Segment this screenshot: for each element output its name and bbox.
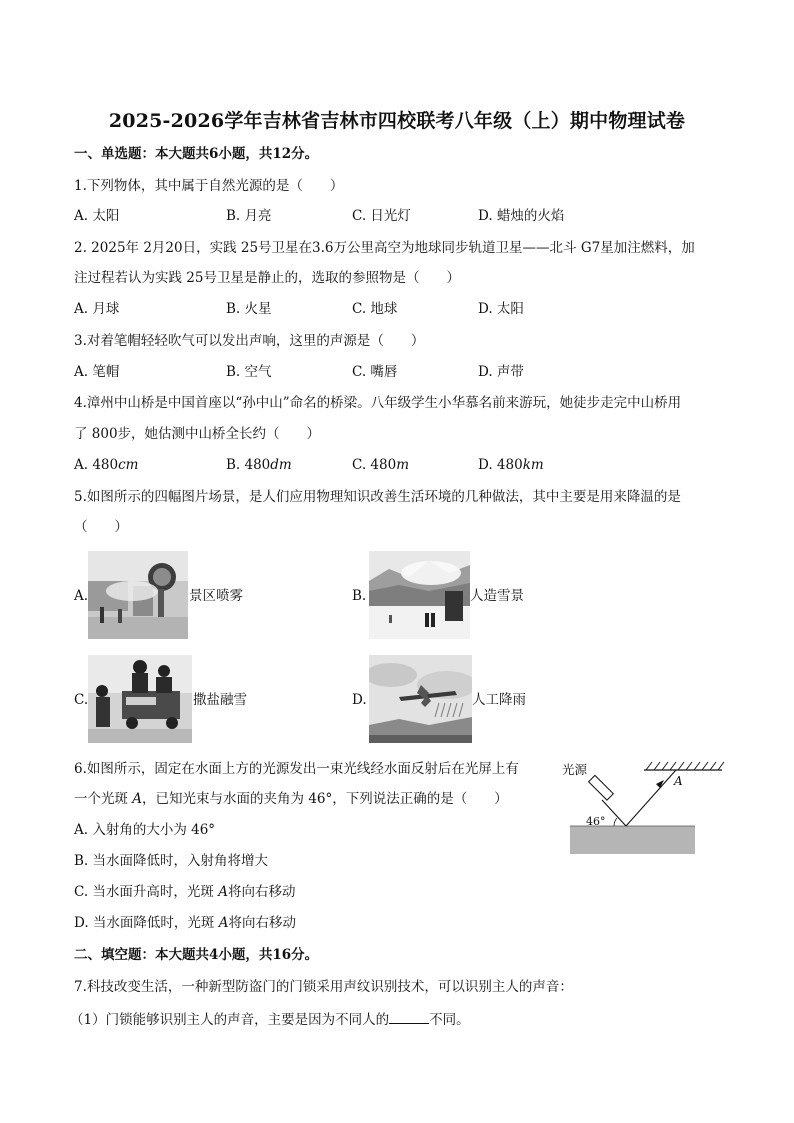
question-2-stem-line2: 注过程若认为实践 25号卫星是静止的，选取的参照物是（ ） — [74, 270, 460, 286]
salt-spreading-photo — [88, 655, 192, 743]
fig-light-source-label: 光源 — [562, 762, 588, 777]
q2-option-b: B. 火星 — [226, 301, 272, 317]
answer-blank[interactable] — [389, 1009, 429, 1024]
question-5-stem-line2: （ ） — [74, 519, 128, 535]
cloud-seeding-photo — [369, 655, 472, 743]
q1-option-c: C. 日光灯 — [352, 208, 411, 224]
q7-sub-question-1: （1）门锁能够识别主人的声音，主要是因为不同人的 不同。 — [70, 1009, 470, 1030]
page-title: 2025-2026学年吉林省吉林市四校联考八年级（上）期中物理试卷 — [108, 110, 686, 132]
fig-angle-label: 46° — [586, 815, 606, 828]
q2-option-a: A. 月球 — [74, 301, 120, 317]
q5-option-a-caption: 景区喷雾 — [189, 588, 243, 604]
q6-option-b: B. 当水面降低时，入射角将增大 — [74, 853, 269, 869]
q5-option-c-caption: 撒盐融雪 — [193, 692, 247, 708]
question-5-stem-line1: 5.如图所示的四幅图片场景，是人们应用物理知识改善生活环境的几种做法，其中主要是用来降温的是 — [74, 489, 681, 505]
q1-option-d: D. 蜡烛的火焰 — [478, 208, 565, 224]
question-4-stem-line2: 了 800步，她估测中山桥全长约（ ） — [74, 426, 321, 442]
question-3-stem: 3.对着笔帽轻轻吹气可以发出声响，这里的声源是（ ） — [74, 333, 425, 349]
q4-option-d: D. 480km — [478, 457, 544, 473]
snow-machine-photo — [369, 551, 470, 639]
q3-option-d: D. 声带 — [478, 364, 524, 380]
q1-option-a: A. 太阳 — [74, 208, 120, 224]
reflection-diagram — [560, 758, 730, 858]
q5-option-d-caption: 人工降雨 — [472, 692, 526, 708]
q3-option-b: B. 空气 — [226, 364, 272, 380]
q2-option-c: C. 地球 — [352, 301, 398, 317]
q6-option-a: A. 入射角的大小为 46° — [74, 822, 216, 838]
question-6-stem-line2: 一个光斑 A，已知光束与水面的夹角为 46°，下列说法正确的是（ ） — [74, 791, 508, 807]
q6-option-c: C. 当水面升高时，光斑 A将向右移动 — [74, 884, 296, 900]
q3-option-c: C. 嘴唇 — [352, 364, 398, 380]
question-4-stem-line1: 4.漳州中山桥是中国首座以“孙中山”命名的桥梁。八年级学生小华慕名前来游玩，她徒步走完中山桥用 — [74, 395, 682, 411]
q5-option-b-caption: 人造雪景 — [470, 588, 524, 604]
question-7-stem: 7.科技改变生活，一种新型防盗门的门锁采用声纹识别技术，可以识别主人的声音： — [74, 979, 573, 995]
question-1-stem: 1.下列物体，其中属于自然光源的是（ ） — [74, 178, 344, 194]
q2-option-d: D. 太阳 — [478, 301, 524, 317]
spray-photo — [88, 551, 188, 639]
q5-option-a-letter: A. — [74, 588, 89, 604]
question-2-stem-line1: 2. 2025年 2月20日，实践 25号卫星在3.6万公里高空为地球同步轨道卫星——北斗 G7星加注燃料，加 — [74, 240, 695, 256]
q5-option-c-letter: C. — [74, 692, 89, 708]
q4-option-c: C. 480m — [352, 457, 410, 473]
q3-option-a: A. 笔帽 — [74, 364, 120, 380]
section-heading-fill-blank: 二、填空题：本大题共4小题，共16分。 — [74, 947, 319, 963]
q1-option-b: B. 月亮 — [226, 208, 272, 224]
q4-option-a: A. 480cm — [74, 457, 139, 473]
q5-option-b-letter: B. — [352, 588, 367, 604]
section-heading-single-choice: 一、单选题：本大题共6小题，共12分。 — [74, 146, 319, 162]
q5-option-d-letter: D. — [352, 692, 367, 708]
question-6-stem-line1: 6.如图所示，固定在水面上方的光源发出一束光线经水面反射后在光屏上有 — [74, 761, 519, 777]
q6-option-d: D. 当水面降低时，光斑 A将向右移动 — [74, 915, 296, 931]
fig-point-a-label: A — [674, 774, 683, 788]
q4-option-b: B. 480dm — [226, 457, 292, 473]
